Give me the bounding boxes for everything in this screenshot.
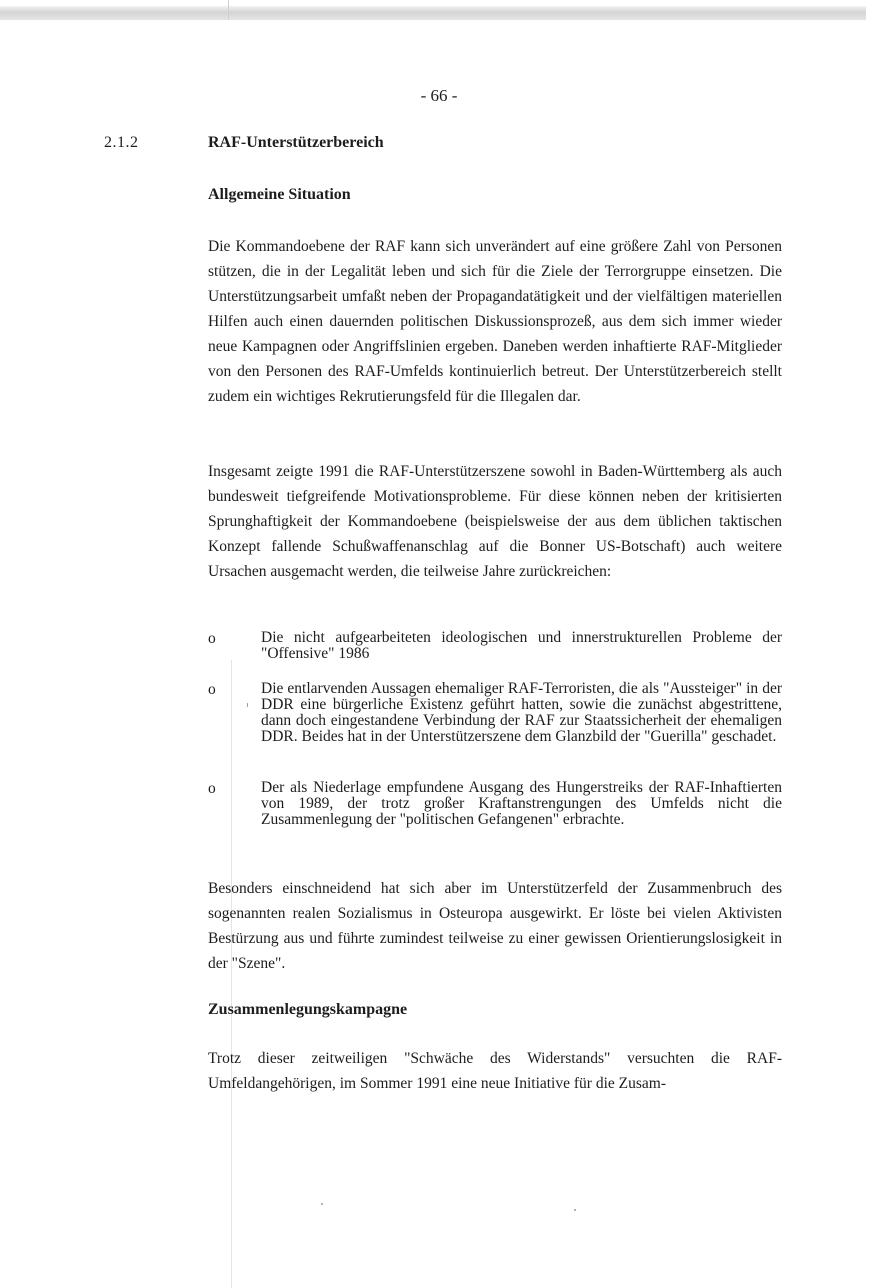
section-title: RAF-Unterstützerbereich [208,134,384,151]
bullet-marker: o [208,681,216,698]
section-number: 2.1.2 [104,134,139,151]
paragraph: Trotz dieser zeitweiligen "Schwäche des Widerstands" versuchten die RAF-Umfeldangehörigen, im Sommer 1991 eine neue Initiative für die Zusam- [208,1050,782,1092]
scan-speck [321,1203,323,1205]
bullet-item: Die nicht aufgearbeiteten ideologischen und innerstrukturellen Probleme der "Offensive" 1986 [261,629,782,662]
bullet-marker: o [208,780,216,797]
paragraph: Insgesamt zeigte 1991 die RAF-Unterstützerszene sowohl in Baden-Württemberg als auch bundesweit tiefgreifende Motivationsprobleme. Für diese können neben der kritisierten Sprunghaftigkeit der Kommandoebene (beispielsweise der aus dem üblichen taktischen Konzept fallende Schußwaffenanschlag auf die Bonner US-Botschaft) auch weitere Ursachen ausgemacht werden, die teilweise Jahre zurückreichen: [208,463,782,580]
subheading-allgemeine-situation: Allgemeine Situation [208,186,351,203]
subheading-zusammenlegungskampagne: Zusammenlegungskampagne [208,1001,408,1018]
paragraph: Die Kommandoebene der RAF kann sich unverändert auf eine größere Zahl von Personen stützen, die in der Legalität leben und sich für die Ziele der Terrorgruppe einsetzen. Die Unterstützungsarbeit umfaßt neben der Propagandatätigkeit und der vielfältigen materiellen Hilfen auch einen dauernden politischen Diskussionsprozeß, aus dem sich immer wieder neue Kampagnen oder Angriffslinien ergeben. Daneben werden inhaftierte RAF-Mitglieder von den Personen des RAF-Umfelds kontinuierlich betreut. Der Unterstützerbereich stellt zudem ein wichtiges Rekrutierungsfeld für die Illegalen dar. [208,238,782,405]
bullet-item: Der als Niederlage empfundene Ausgang des Hungerstreiks der RAF-Inhaftierten von 1989, der trotz großer Kraftanstrengungen des Umfelds nicht die Zusammenlegung der "politischen Gefangenen" erbrachte. [261,779,782,828]
paragraph: Besonders einschneidend hat sich aber im Unterstützerfeld der Zusammenbruch des sogenannten realen Sozialismus in Osteuropa ausgewirkt. Er löste bei vielen Aktivisten Bestürzung aus und führte zumindest teilweise zu einer gewissen Orientierungslosigkeit in der "Szene". [208,880,782,972]
bullet-item: Die entlarvenden Aussagen ehemaliger RAF-Terroristen, die als "Aussteiger" in der DDR eine bürgerliche Existenz geführt hatten, sowie die zunächst abgestrittene, dann doch eingestandene Verbindung der RAF zur Staatssicherheit der ehemaligen DDR. Beides hat in der Unterstützerszene dem Glanzbild der "Guerilla" geschadet. [261,680,782,745]
scan-speck [247,703,248,707]
page-number: - 66 - [420,86,458,105]
bullet-marker: o [208,630,216,647]
scan-speck [574,1209,576,1211]
scan-artifact-line [228,0,229,20]
scan-edge-shadow [0,6,866,20]
